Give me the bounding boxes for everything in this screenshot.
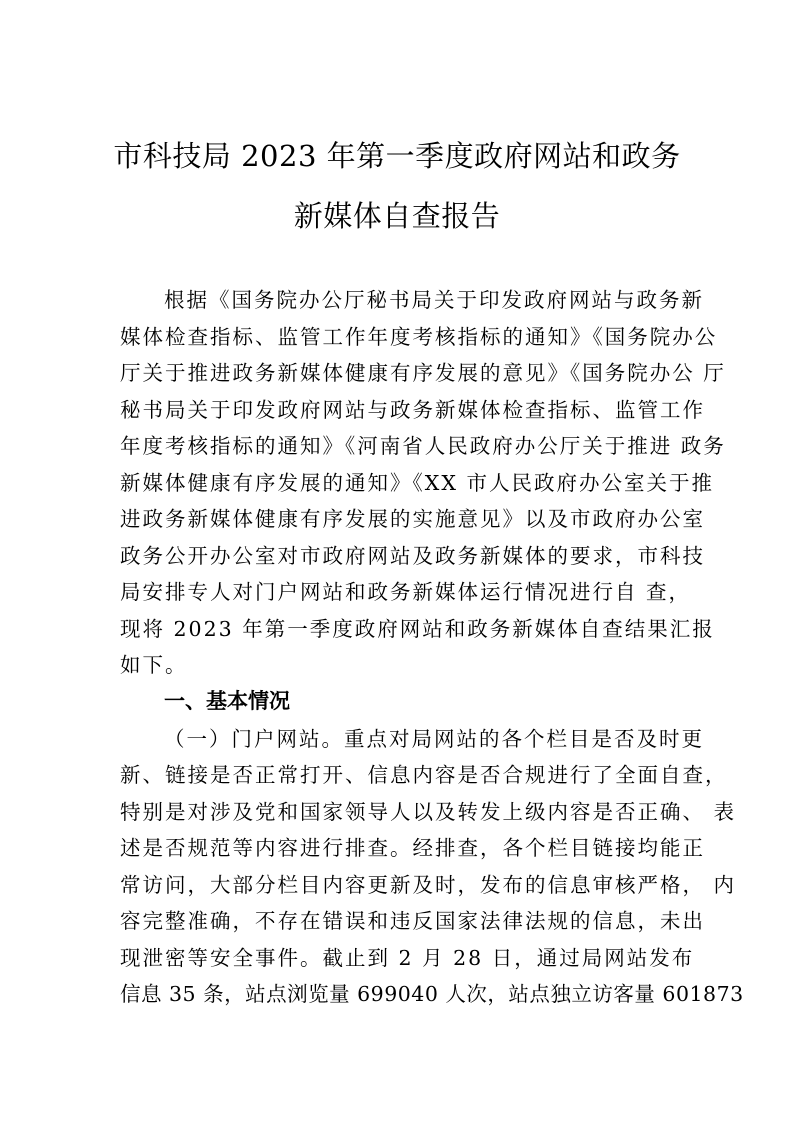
intro-line: 进政务新媒体健康有序发展的实施意见》以及市政府办公室 (120, 507, 705, 531)
subsection-line: 述是否规范等内容进行排查。经排查，各个栏目链接均能正 (120, 836, 705, 860)
intro-line: 年度考核指标的通知》《河南省人民政府办公厅关于推进 政务 (120, 434, 726, 458)
intro-line: 政务公开办公室对市政府网站及政务新媒体的要求，市科技 (120, 544, 705, 568)
intro-line: 现将 2023 年第一季度政府网站和政务新媒体自查结果汇报 (120, 617, 715, 641)
intro-line: 如下。 (120, 653, 188, 677)
subsection-first-line-text: 重点对局网站的各个栏目是否及时更 (344, 727, 704, 751)
subsection-line: 特别是对涉及党和国家领导人以及转发上级内容是否正确、 表 (120, 800, 737, 824)
document-title-line-1: 市科技局 2023 年第一季度政府网站和政务 (113, 139, 681, 173)
subsection-line: 现泄密等安全事件。截止到 2 月 28 日，通过局网站发布 (120, 946, 695, 970)
subsection-line: 常访问，大部分栏目内容更新及时，发布的信息审核严格， 内 (120, 873, 737, 897)
subsection-line: 容完整准确，不存在错误和违反国家法律法规的信息，未出 (120, 909, 705, 933)
subsection-first-line (164, 722, 704, 752)
intro-line: 秘书局关于印发政府网站与政务新媒体检查指标、监管工作 (120, 398, 705, 422)
intro-line: 厅关于推进政务新媒体健康有序发展的意见》《国务院办公 厅 (120, 361, 726, 385)
section-heading-basic-situation: 一、基本情况 (164, 689, 290, 713)
intro-line: 媒体检查指标、监管工作年度考核指标的通知》《国务院办公 (120, 325, 718, 349)
intro-line: 新媒体健康有序发展的通知》《XX 市人民政府办公室关于推 (120, 471, 714, 495)
intro-line: 根据《国务院办公厅秘书局关于印发政府网站与政务新 (164, 288, 704, 312)
subsection-line: 信息 35 条，站点浏览量 699040 人次，站点独立访客量 601873 (120, 982, 744, 1006)
document-title-line-2: 新媒体自查报告 (293, 199, 501, 233)
intro-line: 局安排专人对门户网站和政务新媒体运行情况进行自 查， (120, 580, 692, 604)
subsection-label: （一）门户网站。 (164, 727, 344, 751)
subsection-line: 新、链接是否正常打开、信息内容是否合规进行了全面自查， (120, 763, 728, 787)
